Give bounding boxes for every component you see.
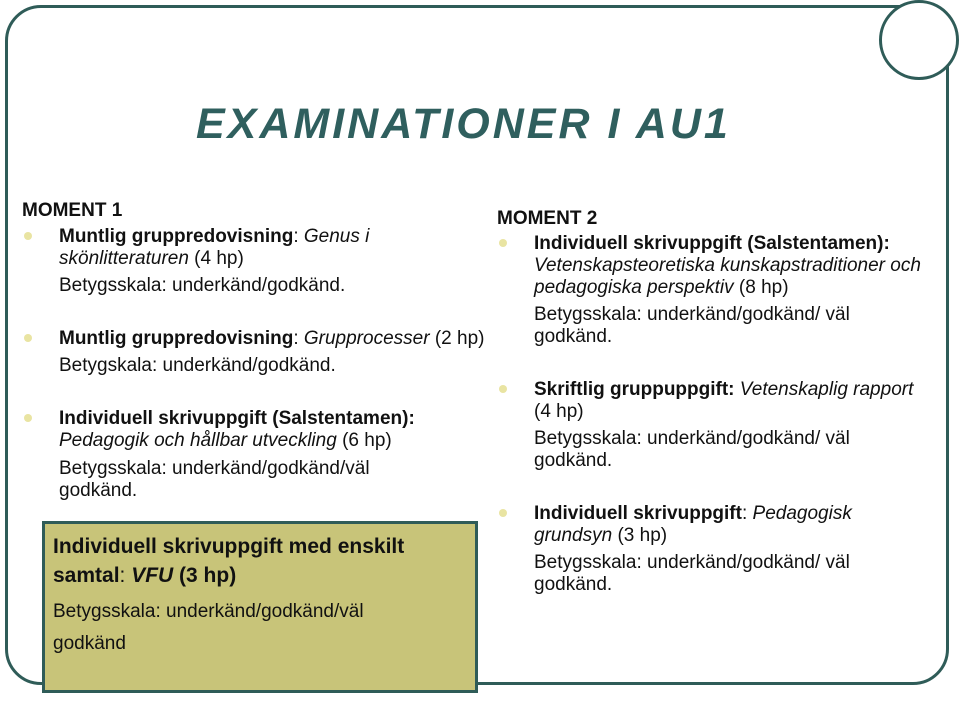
moment-1-heading: MOMENT 1 <box>22 200 123 221</box>
moment-2-section <box>497 208 957 596</box>
item-bold: Muntlig gruppredovisning <box>59 328 294 349</box>
bullet-icon <box>24 414 32 422</box>
item-italic: Genus i skönlitteraturen <box>59 226 370 269</box>
item-bold: Individuell skrivuppgift med enskilt samtal <box>53 535 405 587</box>
decorative-circle <box>879 0 959 80</box>
bullet-icon <box>24 232 32 240</box>
list-item <box>22 408 492 502</box>
item-bold: Skriftlig gruppuppgift: <box>534 379 735 400</box>
item-title <box>53 532 467 590</box>
bullet-icon <box>499 385 507 393</box>
item-bold: Individuell skrivuppgift (Salstentamen): <box>534 233 890 254</box>
item-hp: (6 hp) <box>336 430 392 451</box>
item-italic: VFU <box>131 564 174 587</box>
moment-1-section <box>22 200 492 502</box>
bullet-icon <box>24 334 32 342</box>
item-bold: Muntlig gruppredovisning <box>59 226 294 247</box>
item-subtitle <box>59 430 492 452</box>
item-italic: Vetenskaplig rapport <box>739 379 914 400</box>
bullet-icon <box>499 509 507 517</box>
item-grade: Betygsskala: underkänd/godkänd/ väl godkänd. <box>534 428 850 471</box>
item-hp: (8 hp) <box>733 277 789 298</box>
item-hp: (4 hp) <box>188 248 244 269</box>
item-subtitle <box>534 255 949 299</box>
item-grade: Betygsskala: underkänd/godkänd/ väl godkänd. <box>534 552 850 595</box>
list-item <box>497 503 957 596</box>
item-sep: : <box>119 564 132 587</box>
list-item <box>497 379 957 472</box>
item-italic: Vetenskapsteoretiska kunskapstraditioner och pedagogiska perspektiv <box>534 255 921 298</box>
item-hp: (4 hp) <box>534 401 584 422</box>
item-grade: Betygskala: underkänd/godkänd. <box>59 355 336 376</box>
list-item <box>22 328 492 377</box>
slide-title: EXAMINATIONER I AU1 <box>196 100 731 148</box>
item-sep: : <box>293 226 304 247</box>
item-italic: Pedagogisk grundsyn <box>534 503 852 546</box>
item-hp: (3 hp) <box>173 564 237 587</box>
item-grade: Betygsskala: underkänd/godkänd/väl godkänd. <box>59 458 370 501</box>
list-item <box>497 233 957 348</box>
moment-2-heading: MOMENT 2 <box>497 208 598 229</box>
item-bold: Individuell skrivuppgift (Salstentamen): <box>59 408 415 429</box>
item-bold: Individuell skrivuppgift <box>534 503 742 524</box>
vfu-highlight-box <box>42 521 478 693</box>
list-item <box>22 226 492 297</box>
item-title <box>59 328 499 350</box>
item-hp: (2 hp) <box>429 328 485 349</box>
item-sep: : <box>293 328 304 349</box>
item-grade: Betygsskala: underkänd/godkänd/ väl godkänd. <box>534 304 850 347</box>
item-title <box>59 226 449 270</box>
item-italic: Grupprocesser <box>303 328 430 349</box>
item-title <box>534 503 924 547</box>
item-title <box>534 379 914 423</box>
item-hp: (3 hp) <box>612 525 668 546</box>
bullet-icon <box>499 239 507 247</box>
item-grade: Betygsskala: underkänd/godkänd. <box>59 275 346 296</box>
item-grade: Betygsskala: underkänd/godkänd/väl godkänd <box>53 601 364 654</box>
item-sep: : <box>741 503 753 524</box>
item-italic: Pedagogik och hållbar utveckling <box>59 430 337 451</box>
